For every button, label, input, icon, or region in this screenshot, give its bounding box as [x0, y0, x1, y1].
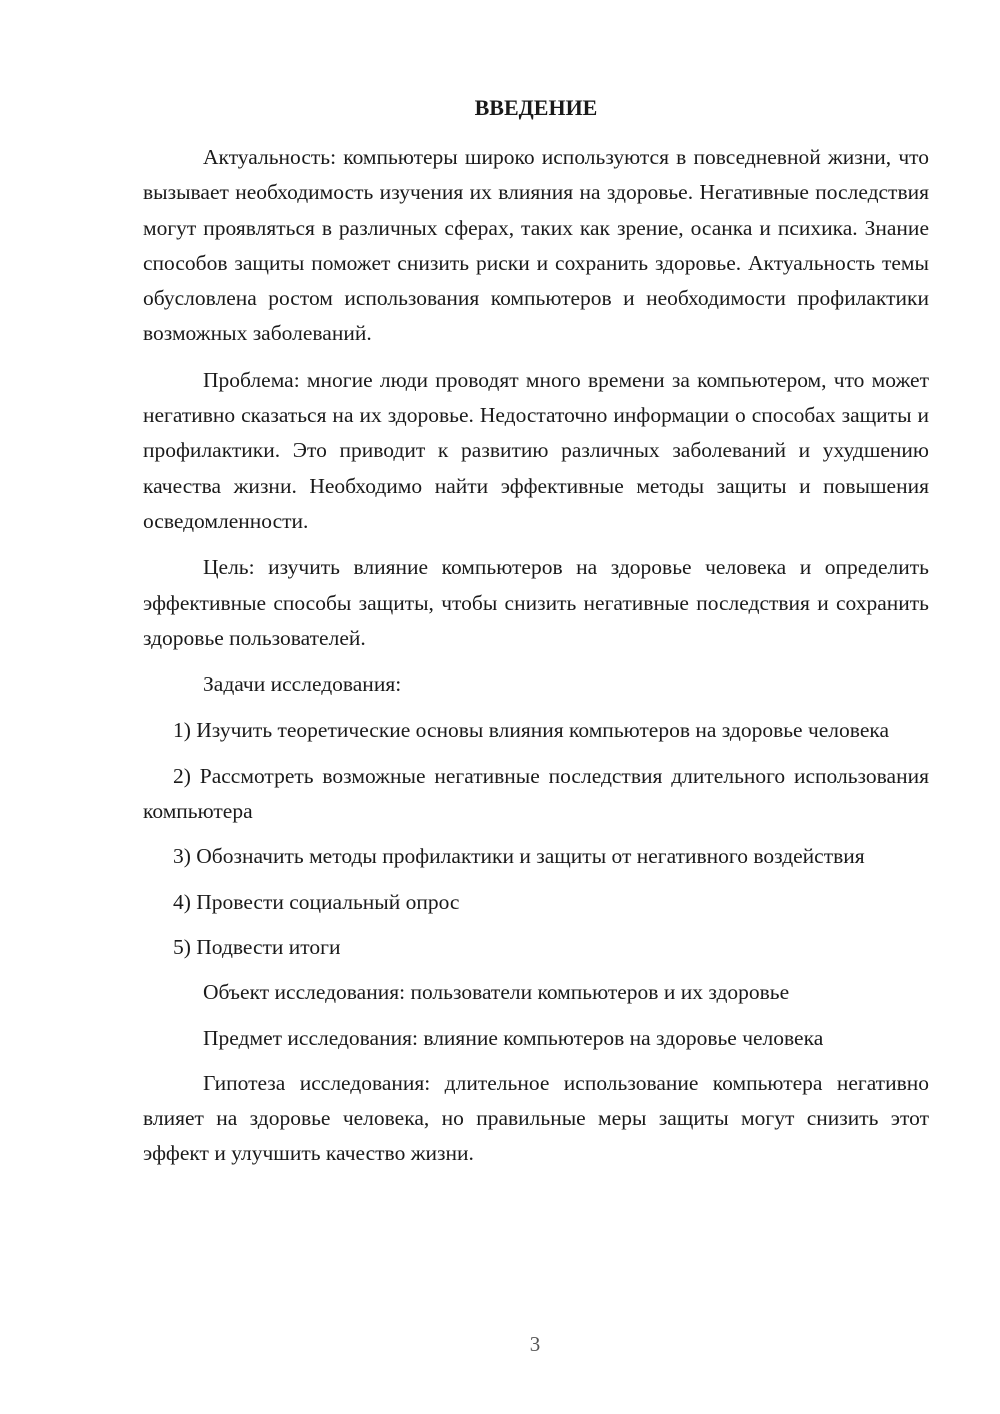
tasks-heading: Задачи исследования:: [203, 672, 402, 697]
task-item: 2) Рассмотреть возможные негативные последствия длительного использования компьютера: [143, 763, 929, 824]
task-item: 1) Изучить теоретические основы влияния компьютеров на здоровье человека: [173, 718, 890, 743]
page-number: 3: [529, 1332, 541, 1356]
task-item: 4) Провести социальный опрос: [173, 889, 460, 914]
research-object: Объект исследования: пользователи компьютеров и их здоровье: [203, 980, 790, 1005]
goal-paragraph: Цель: изучить влияние компьютеров на здоровье человека и определить эффективные способы защиты, чтобы снизить негативные последствия и сохранить здоровье пользователей.: [143, 555, 929, 650]
task-item: 5) Подвести итоги: [173, 934, 341, 959]
document-page: [143, 90, 929, 1183]
task-item: 3) Обозначить методы профилактики и защиты от негативного воздействия: [173, 844, 865, 869]
research-subject: Предмет исследования: влияние компьютеров на здоровье человека: [203, 1025, 824, 1050]
relevance-paragraph: Актуальность: компьютеры широко используются в повседневной жизни, что вызывает необходимость изучения их влияния на здоровье. Негативные последствия могут проявляться в различных сферах, таких как зрение, осанка и психика. Знание способов защиты поможет снизить риски и сохранить здоровье. Актуальность темы обусловлена ростом использования компьютеров и необходимости профилактики возможных заболеваний.: [143, 145, 929, 346]
research-hypothesis: Гипотеза исследования: длительное использование компьютера негативно влияет на здоровье человека, но правильные меры защиты могут снизить этот эффект и улучшить качество жизни.: [143, 1070, 929, 1166]
page-title: ВВЕДЕНИЕ: [474, 95, 598, 120]
problem-paragraph: Проблема: многие люди проводят много времени за компьютером, что может негативно сказаться на их здоровье. Недостаточно информации о способах защиты и профилактики. Это приводит к развитию различных заболеваний и ухудшению качества жизни. Необходимо найти эффективные методы защиты и повышения осведомленности.: [143, 367, 929, 533]
